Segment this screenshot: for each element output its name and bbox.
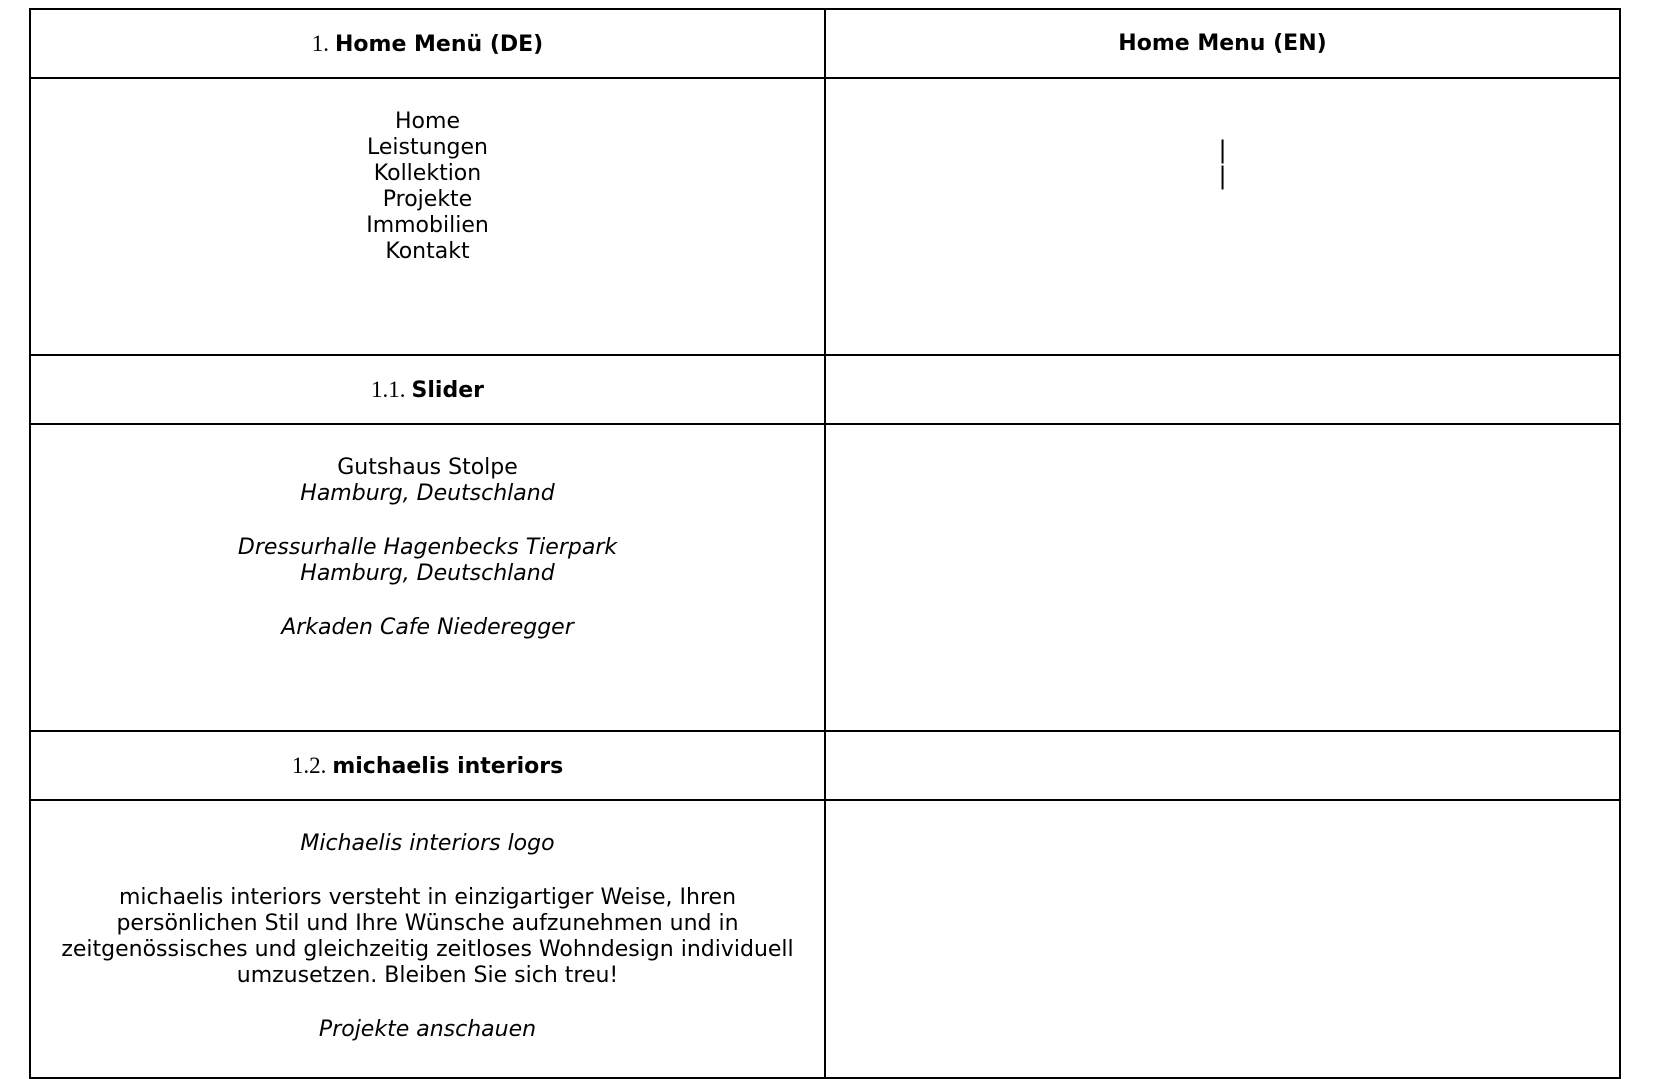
content-row-michaelis <box>30 800 1620 1078</box>
menu-item-projekte: Projekte <box>382 187 473 212</box>
content-row-home-menu <box>30 78 1620 355</box>
section-number: 1. <box>311 30 329 56</box>
intro-content-de <box>30 800 825 1078</box>
header-cell-en[interactable] <box>825 355 1620 424</box>
section-number: 1.2. <box>291 752 327 778</box>
menu-item-home: Home <box>395 109 460 134</box>
header-cell-de <box>30 9 825 78</box>
header-cell-en <box>825 9 1620 78</box>
menu-list-en[interactable] <box>825 78 1620 355</box>
translation-table <box>29 8 1621 1079</box>
section-number: 1.1. <box>371 376 406 402</box>
header-cell-en[interactable] <box>825 731 1620 800</box>
menu-item-leistungen: Leistungen <box>367 135 488 160</box>
menu-item-kontakt: Kontakt <box>385 239 470 264</box>
projects-link: Projekte anschauen <box>318 1017 537 1042</box>
slide-location: Hamburg, Deutschland <box>300 481 555 506</box>
slide-title: Dressurhalle Hagenbecks Tierpark <box>237 535 618 560</box>
section-title-de: Home Menü (DE) <box>335 31 544 57</box>
content-row-slider <box>30 424 1620 731</box>
section-title: michaelis interiors <box>332 753 564 779</box>
menu-item-kollektion: Kollektion <box>373 161 482 186</box>
text-cursor-mark: | <box>1218 136 1227 164</box>
text-cursor-mark: | <box>1218 162 1227 190</box>
menu-list-de <box>30 78 825 355</box>
header-cell-de <box>30 355 825 424</box>
section-title: Slider <box>411 377 484 403</box>
logo-placeholder: Michaelis interiors logo <box>300 831 555 856</box>
header-row-home-menu <box>30 9 1620 78</box>
section-title-en: Home Menu (EN) <box>1118 31 1327 56</box>
header-cell-de <box>30 731 825 800</box>
slide-location: Hamburg, Deutschland <box>300 561 555 586</box>
intro-content-en[interactable] <box>825 800 1620 1078</box>
slider-content-en[interactable] <box>825 424 1620 731</box>
header-row-slider <box>30 355 1620 424</box>
slider-content-de <box>30 424 825 731</box>
intro-paragraph: michaelis interiors versteht in einzigartiger Weise, Ihren persönlichen Stil und Ihre Wünsche aufzunehmen und in zeitgenössisches und gleichzeitig zeitloses Wohndesign individuell umzusetzen. Bleiben Sie sich treu! <box>61 885 794 988</box>
slide-title: Gutshaus Stolpe <box>337 455 518 480</box>
slide-title: Arkaden Cafe Niederegger <box>281 615 574 640</box>
header-row-michaelis <box>30 731 1620 800</box>
menu-item-immobilien: Immobilien <box>366 213 489 238</box>
